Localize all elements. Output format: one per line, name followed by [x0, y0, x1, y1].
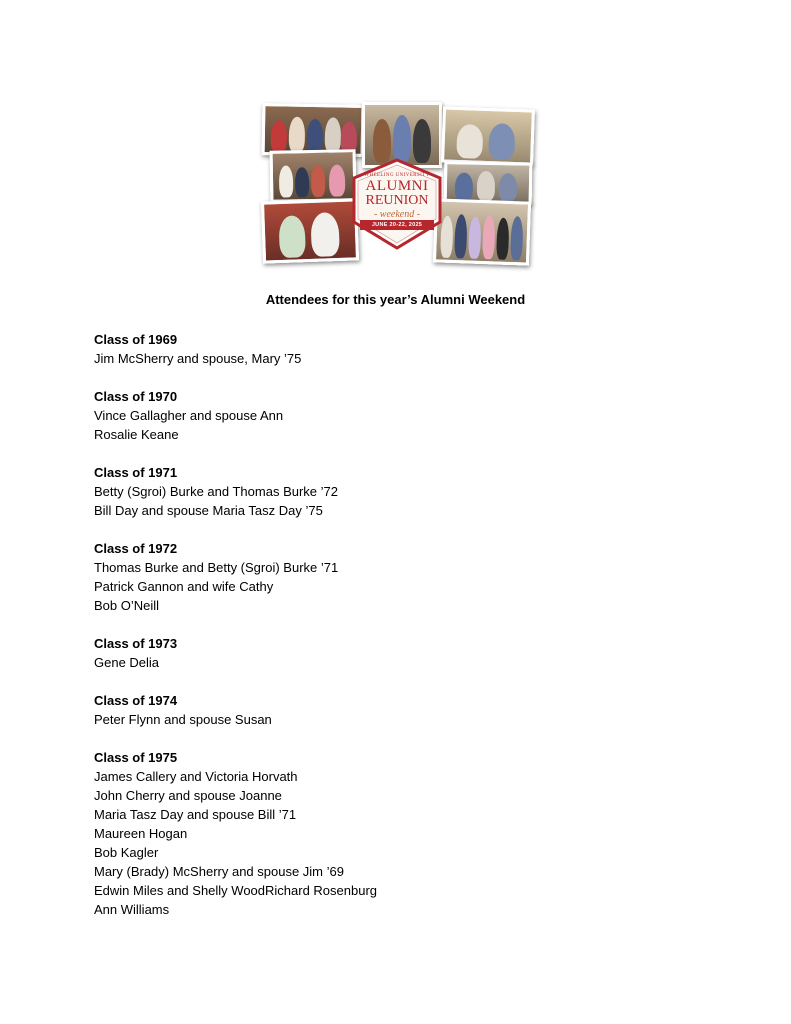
attendee-line: Edwin Miles and Shelly WoodRichard Rosenburg [94, 883, 378, 898]
class-title: Class of 1969 [94, 332, 178, 347]
attendee-line: Thomas Burke and Betty (Sgroi) Burke ’71 [94, 560, 339, 575]
badge-university: WHEELING UNIVERSITY [364, 173, 430, 178]
class-section [94, 539, 377, 615]
class-section [94, 748, 377, 919]
group-photo [270, 149, 357, 202]
attendee-line: Maria Tasz Day and spouse Bill ’71 [94, 807, 297, 822]
attendee-line: Maureen Hogan [94, 826, 188, 841]
attendee-line: Mary (Brady) McSherry and spouse Jim ’69 [94, 864, 344, 879]
badge-dates: JUNE 20-22, 2025 [371, 222, 423, 228]
class-title: Class of 1971 [94, 465, 178, 480]
attendee-line: Betty (Sgroi) Burke and Thomas Burke ’72 [94, 484, 338, 499]
class-section [94, 463, 377, 520]
class-section [94, 691, 377, 729]
attendee-line: Bob Kagler [94, 845, 159, 860]
attendee-line: James Callery and Victoria Horvath [94, 769, 298, 784]
attendee-line: Peter Flynn and spouse Susan [94, 712, 272, 727]
attendee-line: Bill Day and spouse Maria Tasz Day ’75 [94, 503, 323, 518]
badge-title-alumni: ALUMNI [365, 178, 429, 194]
class-title: Class of 1970 [94, 389, 178, 404]
attendee-list [94, 330, 377, 938]
attendee-line: Ann Williams [94, 902, 170, 917]
attendee-line: Rosalie Keane [94, 427, 179, 442]
attendee-line: Vince Gallagher and spouse Ann [94, 408, 284, 423]
attendee-line: Patrick Gannon and wife Cathy [94, 579, 274, 594]
group-photo [261, 198, 359, 263]
group-photo [433, 198, 531, 265]
alumni-reunion-badge [350, 158, 444, 250]
class-title: Class of 1973 [94, 636, 178, 651]
class-section [94, 387, 377, 444]
class-title: Class of 1974 [94, 693, 178, 708]
attendee-line: John Cherry and spouse Joanne [94, 788, 282, 803]
page-heading: Attendees for this year’s Alumni Weekend [265, 292, 526, 307]
class-section [94, 634, 377, 672]
class-title: Class of 1975 [94, 750, 178, 765]
class-section [94, 330, 377, 368]
group-photo [441, 106, 535, 165]
attendee-line: Bob O’Neill [94, 598, 160, 613]
attendee-line: Jim McSherry and spouse, Mary ’75 [94, 351, 302, 366]
class-title: Class of 1972 [94, 541, 178, 556]
attendee-line: Gene Delia [94, 655, 160, 670]
reunion-photo-collage [258, 100, 534, 266]
badge-subtitle: - weekend - [373, 209, 421, 220]
badge-title-reunion: REUNION [365, 193, 429, 208]
